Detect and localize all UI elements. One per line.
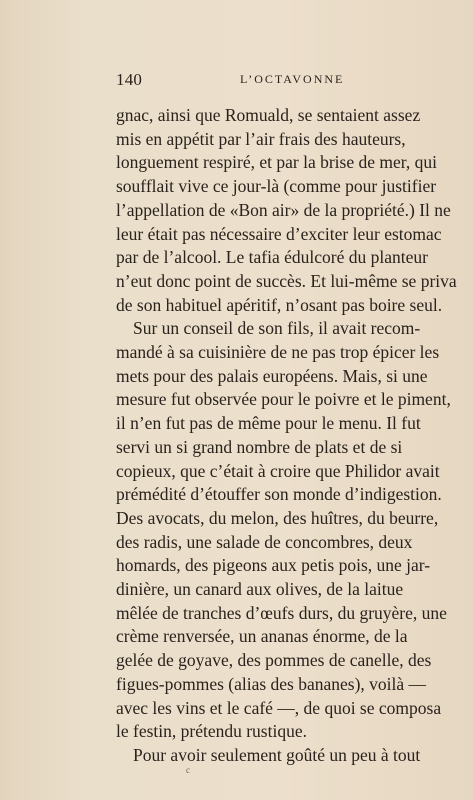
text-line: des radis, une salade de concombres, deux bbox=[116, 531, 413, 552]
text-line: prémédité d’étouffer son monde d’indigestion. bbox=[116, 484, 442, 505]
page-text bbox=[116, 104, 457, 768]
footer-mark: c bbox=[186, 765, 190, 775]
text-line: gnac, ainsi que Romuald, se sentaient assez bbox=[116, 105, 421, 125]
text-line: mandé à sa cuisinière de ne pas trop épicer les bbox=[116, 342, 440, 363]
text-line: mêlée de tranches d’œufs durs, du gruyère, une bbox=[116, 602, 447, 623]
text-line: avec les vins et le café —, de quoi se composa bbox=[116, 697, 442, 718]
text-line: n’eut donc point de succès. Et lui-même se priva bbox=[116, 270, 457, 291]
text-line: le festin, prétendu rustique. bbox=[116, 721, 307, 742]
text-line: crème renversée, un ananas énorme, de la bbox=[116, 626, 408, 647]
paragraph-start-line: Pour avoir seulement goûté un peu à tout bbox=[133, 744, 421, 765]
text-line: figues-pommes (alias des bananes), voilà — bbox=[116, 673, 427, 694]
text-line: par de l’alcool. Le tafia édulcoré du planteur bbox=[116, 247, 428, 268]
text-line: de son habituel apéritif, n’osant pas boire seul. bbox=[116, 294, 443, 315]
text-line: mis en appétit par l’air frais des hauteurs, bbox=[116, 128, 406, 149]
text-line: l’appellation de «Bon air» de la propriété.) Il ne bbox=[116, 199, 451, 220]
text-line: soufflait vive ce jour-là (comme pour justifier bbox=[116, 176, 437, 197]
text-line: dinière, un canard aux olives, de la laitue bbox=[116, 579, 404, 600]
text-line: Des avocats, du melon, des huîtres, du beurre, bbox=[116, 507, 439, 528]
paragraph-start-line: Sur un conseil de son fils, il avait recom- bbox=[133, 318, 421, 339]
text-line: mesure fut observée pour le poivre et le piment, bbox=[116, 389, 451, 410]
text-line: mets pour des palais européens. Mais, si une bbox=[116, 365, 428, 386]
text-line: gelée de goyave, des pommes de canelle, des bbox=[116, 650, 432, 671]
text-line: servi un si grand nombre de plats et de si bbox=[116, 436, 403, 457]
text-line: copieux, que c’était à croire que Philidor avait bbox=[116, 460, 440, 481]
page-number: 140 bbox=[116, 70, 143, 89]
running-title: L’OCTAVONNE bbox=[240, 72, 345, 86]
text-line: homards, des pigeons aux petis pois, une jar- bbox=[116, 555, 431, 576]
page-header bbox=[116, 70, 456, 92]
text-line: leur était pas nécessaire d’exciter leur estomac bbox=[116, 223, 442, 244]
text-line: longuement respiré, et par la brise de mer, qui bbox=[116, 152, 437, 173]
text-line: il n’en fut pas de même pour le menu. Il fut bbox=[116, 413, 421, 434]
